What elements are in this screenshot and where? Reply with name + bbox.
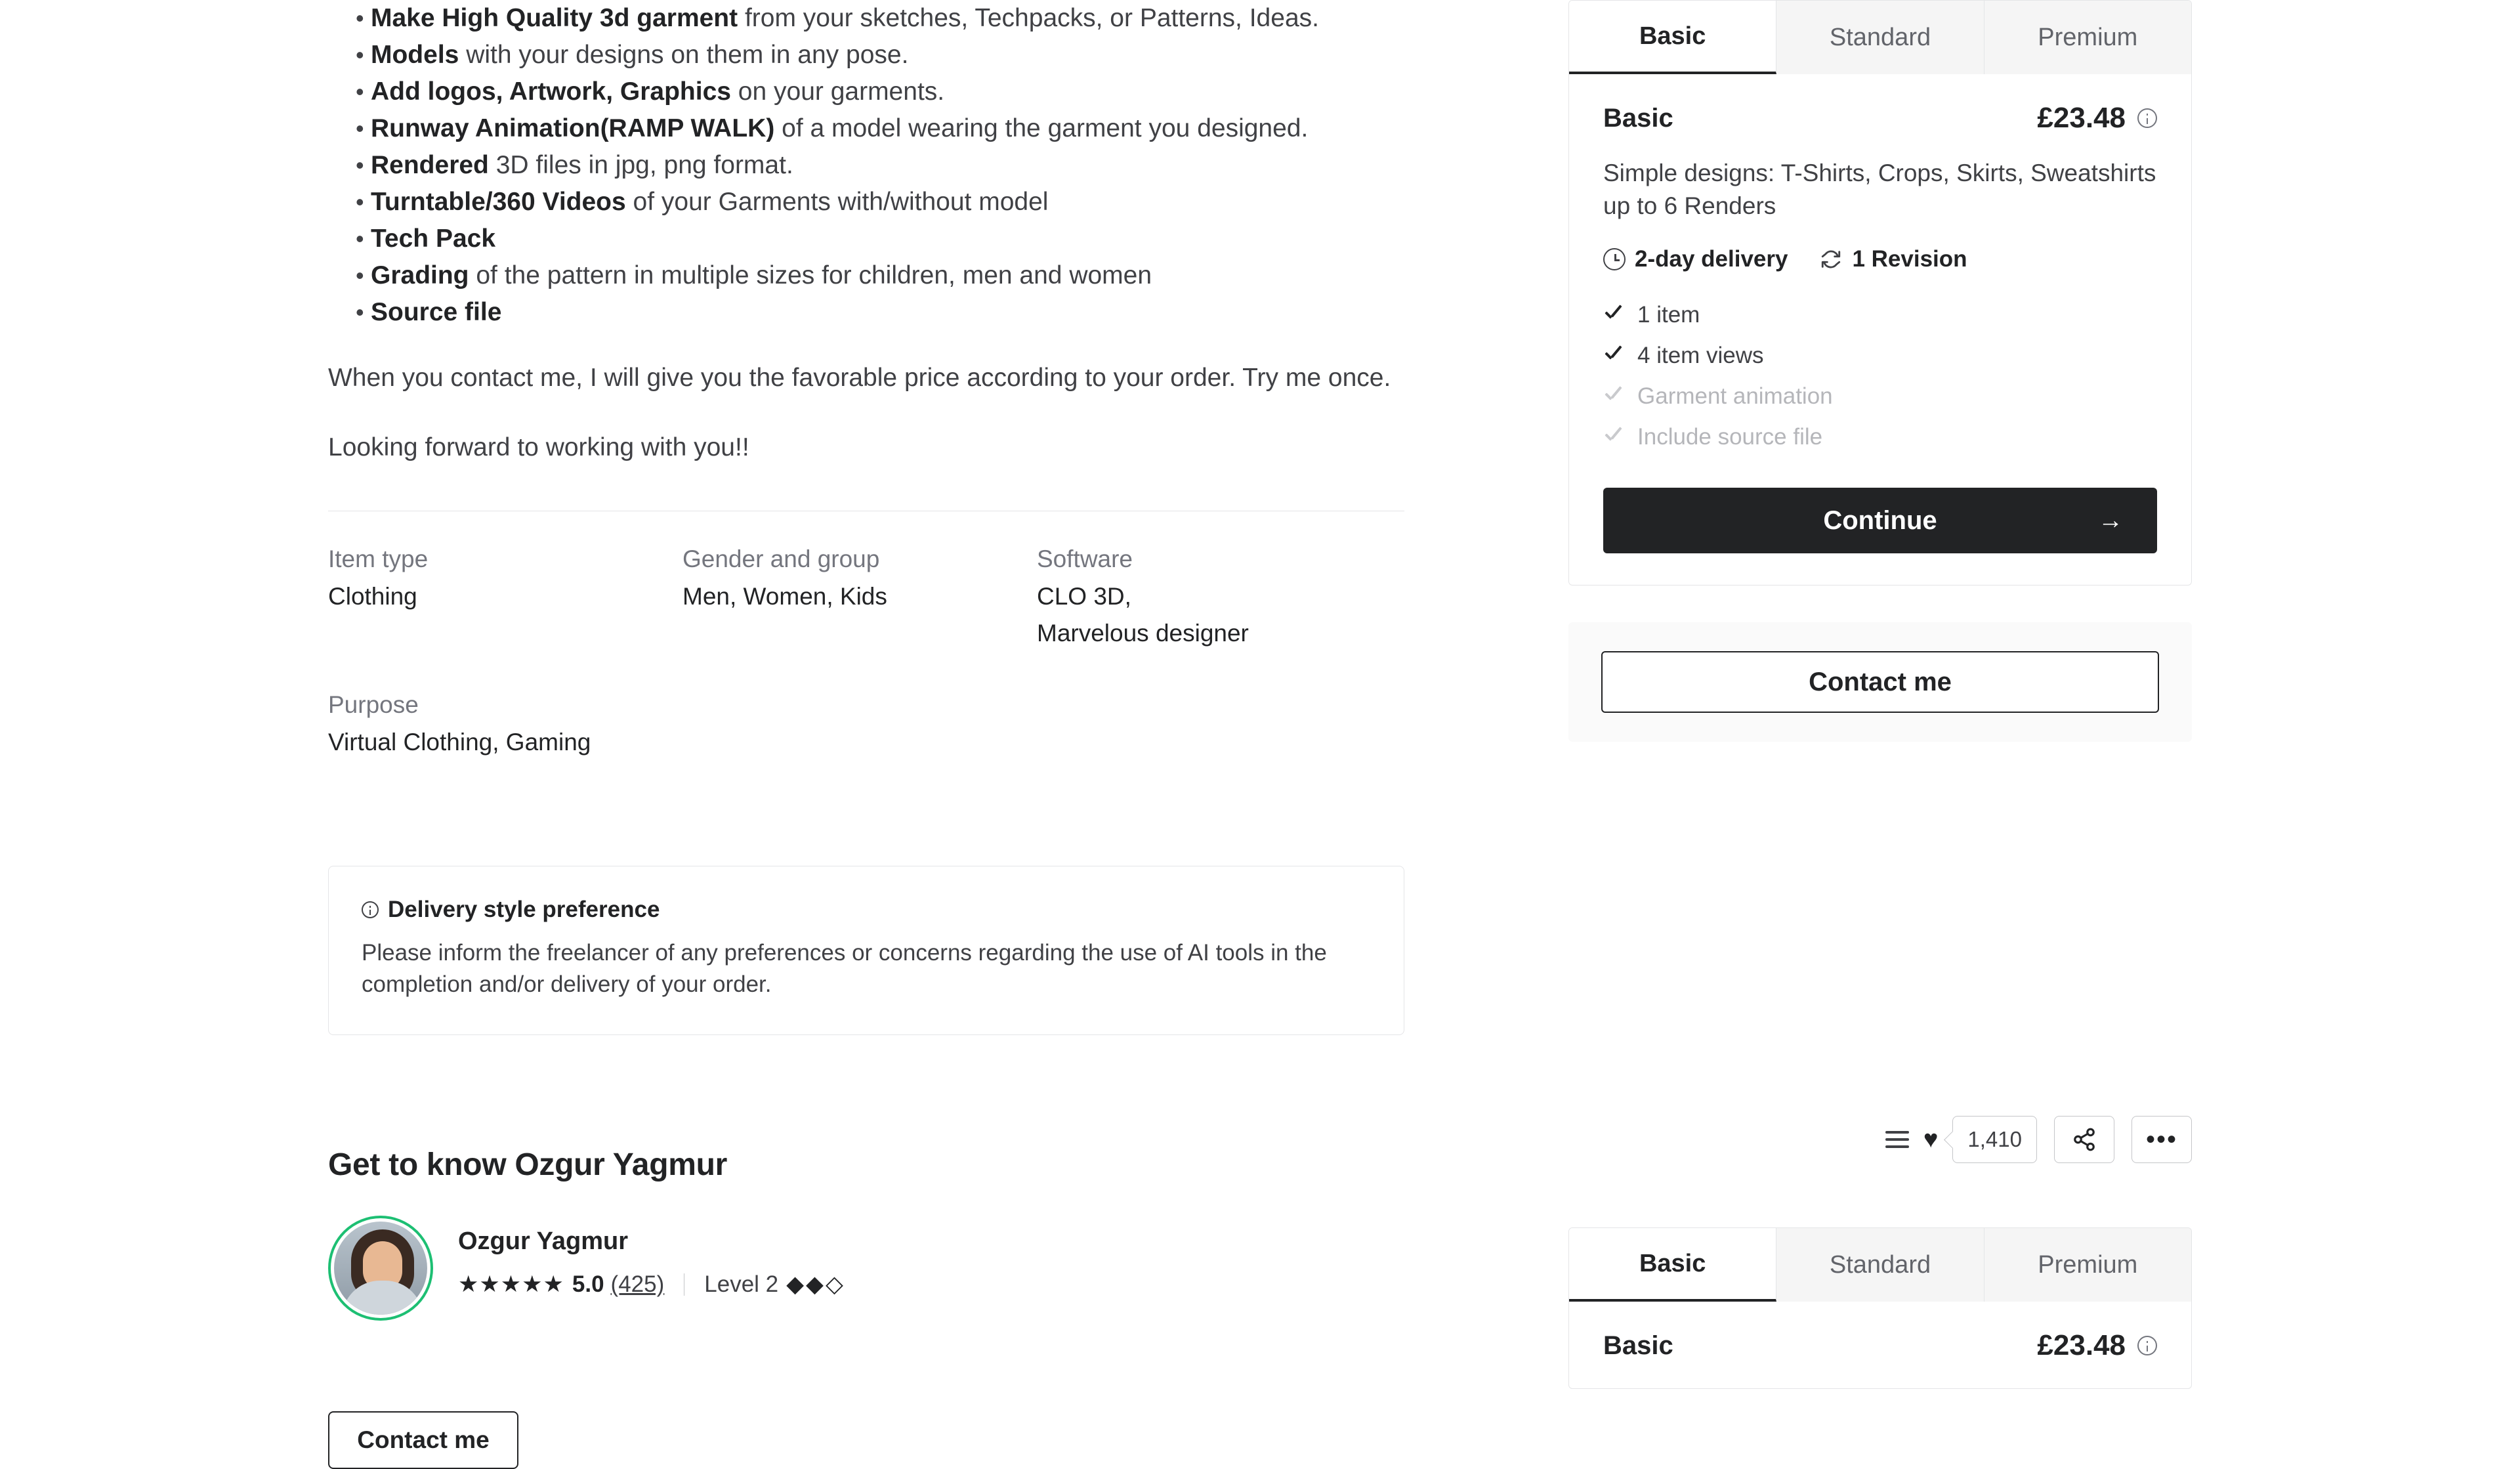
delivery-style-preference-notice	[328, 866, 1404, 1035]
seller-level: Level 2	[704, 1271, 779, 1297]
delivery-time	[1603, 246, 1788, 272]
attribute-item-type	[328, 543, 682, 652]
ellipsis-icon: •••	[2145, 1125, 2177, 1154]
avatar[interactable]	[328, 1216, 433, 1321]
refresh-icon	[1819, 248, 1843, 270]
share-button[interactable]	[2054, 1116, 2114, 1163]
feature-bold: Turntable/360 Videos	[371, 188, 626, 216]
feature-rest: with your designs on them in any pose.	[459, 41, 909, 69]
package-header-secondary	[1603, 1329, 2157, 1362]
attribute-value-line2: Marvelous designer	[1037, 620, 1249, 647]
gig-attributes	[328, 543, 1404, 652]
attribute-value-line1: CLO 3D,	[1037, 583, 1131, 610]
package-tabs	[1569, 1, 2191, 74]
feature-rest: of the pattern in multiple sizes for children, men and women	[469, 261, 1152, 289]
package-card	[1568, 0, 2192, 585]
feature-rest: of a model wearing the garment you designed.	[774, 114, 1309, 142]
gig-description-column	[328, 0, 1404, 1321]
feature-label: 4 item views	[1637, 343, 1764, 368]
revisions-label: 1 Revision	[1852, 246, 1967, 272]
pricing-sidebar	[1568, 0, 2192, 742]
revisions	[1819, 246, 1967, 272]
seller-contact-wrap	[328, 1377, 518, 1469]
review-count-link[interactable]: (425)	[610, 1271, 665, 1297]
package-header	[1603, 102, 2157, 135]
package-body	[1569, 74, 2191, 585]
list-item	[328, 37, 1404, 74]
package-price-group-secondary	[2037, 1329, 2157, 1362]
tab-premium[interactable]: Premium	[1984, 1, 2191, 74]
package-price-group	[2037, 102, 2157, 135]
attribute-value: Clothing	[328, 583, 417, 610]
package-name-secondary: Basic	[1603, 1331, 1673, 1360]
attribute-value: Virtual Clothing, Gaming	[328, 729, 591, 756]
attribute-software	[1037, 543, 1404, 652]
tab-basic-secondary[interactable]: Basic	[1569, 1228, 1776, 1302]
list-item	[328, 74, 1404, 110]
feature-label: 1 item	[1637, 302, 1700, 328]
continue-button[interactable]	[1603, 488, 2157, 553]
feature-rest: of your Garments with/without model	[625, 188, 1049, 216]
package-tabs-secondary	[1569, 1228, 2191, 1302]
delivery-time-label: 2-day delivery	[1635, 246, 1788, 272]
description-paragraph-2: Looking forward to working with you!!	[328, 433, 749, 461]
clock-icon	[1603, 248, 1626, 270]
list-item	[328, 257, 1404, 294]
package-price-secondary: £23.48	[2037, 1329, 2126, 1361]
more-options-button[interactable]	[2132, 1116, 2192, 1163]
seller-name[interactable]: Ozgur Yagmur	[458, 1227, 629, 1255]
attribute-label: Gender and group	[682, 545, 880, 572]
save-count-badge: 1,410	[1952, 1116, 2037, 1163]
feature-bold: Runway Animation(RAMP WALK)	[371, 114, 775, 142]
description-paragraph-1: When you contact me, I will give you the favorable price according to your order. Try me once.	[328, 364, 1391, 392]
contact-me-button-seller[interactable]: Contact me	[328, 1411, 518, 1469]
price-info-icon-secondary[interactable]	[2137, 1336, 2157, 1355]
list-item	[1603, 295, 2157, 335]
package-card-secondary	[1568, 1227, 2192, 1389]
list-item	[328, 294, 1404, 331]
price-info-icon[interactable]	[2137, 108, 2157, 128]
package-description: Simple designs: T-Shirts, Crops, Skirts, Sweatshirts up to 6 Renders	[1603, 160, 2156, 219]
package-price: £23.48	[2037, 102, 2126, 134]
seller-rating-row	[458, 1271, 845, 1298]
attribute-gender-group	[682, 543, 1037, 652]
feature-rest: 3D files in jpg, png format.	[488, 151, 793, 179]
info-icon	[362, 901, 379, 918]
collect-group	[1885, 1116, 2037, 1163]
feature-label: Garment animation	[1637, 383, 1833, 409]
gig-action-bar	[1568, 1116, 2192, 1163]
feature-bold: Add logos, Artwork, Graphics	[371, 77, 731, 106]
feature-bold: Tech Pack	[371, 224, 496, 253]
star-rating-icon: ★★★★★	[458, 1271, 564, 1297]
list-item	[1603, 376, 2157, 417]
package-body-secondary	[1569, 1302, 2191, 1388]
attribute-purpose	[328, 689, 682, 761]
collect-list-icon[interactable]	[1885, 1131, 1909, 1148]
check-icon-disabled	[1603, 387, 1623, 406]
gig-feature-list	[328, 0, 1404, 331]
level-badge-icon: ◆◆◇	[786, 1271, 845, 1297]
continue-label: Continue	[1823, 505, 1937, 535]
list-item	[328, 221, 1404, 257]
attribute-label: Purpose	[328, 691, 419, 718]
tab-premium-secondary[interactable]: Premium	[1984, 1228, 2191, 1302]
list-item	[328, 110, 1404, 147]
notice-title-text: Delivery style preference	[388, 897, 660, 922]
attribute-value: Men, Women, Kids	[682, 583, 887, 610]
feature-bold: Rendered	[371, 151, 489, 179]
list-item	[1603, 417, 2157, 458]
favorite-heart-icon[interactable]: ♥	[1923, 1126, 1939, 1153]
tab-basic[interactable]: Basic	[1569, 1, 1776, 74]
feature-bold: Grading	[371, 261, 469, 289]
rating-value: 5.0	[572, 1271, 604, 1297]
list-item	[328, 184, 1404, 221]
attribute-label: Software	[1037, 545, 1133, 572]
tab-standard[interactable]: Standard	[1776, 1, 1984, 74]
feature-rest: on your garments.	[730, 77, 945, 106]
contact-card	[1568, 622, 2192, 742]
check-icon-disabled	[1603, 427, 1623, 447]
package-name: Basic	[1603, 103, 1673, 133]
tab-standard-secondary[interactable]: Standard	[1776, 1228, 1984, 1302]
feature-bold: Source file	[371, 298, 502, 326]
feature-rest: from your sketches, Techpacks, or Patterns, Ideas.	[738, 4, 1319, 32]
gig-attributes-second-row	[328, 689, 1404, 761]
feature-label: Include source file	[1637, 424, 1823, 450]
attribute-label: Item type	[328, 545, 429, 572]
list-item	[1603, 335, 2157, 376]
package-meta	[1603, 246, 2157, 272]
notice-body-text: Please inform the freelancer of any preferences or concerns regarding the use of AI tools in the completion and/or delivery of your order.	[362, 940, 1327, 997]
feature-bold: Make High Quality 3d garment	[371, 4, 738, 32]
arrow-right-icon: →	[2098, 507, 2123, 534]
list-item	[328, 147, 1404, 184]
seller-info	[458, 1216, 845, 1298]
feature-bold: Models	[371, 41, 459, 69]
package-feature-list	[1603, 295, 2157, 458]
seller-summary	[328, 1216, 1404, 1321]
notice-title-row	[362, 897, 1371, 923]
check-icon	[1603, 305, 1623, 325]
contact-me-button[interactable]: Contact me	[1601, 651, 2159, 713]
seller-section-heading: Get to know Ozgur Yagmur	[328, 1147, 727, 1182]
check-icon	[1603, 346, 1623, 366]
list-item	[328, 0, 1404, 37]
avatar-image	[334, 1222, 427, 1315]
